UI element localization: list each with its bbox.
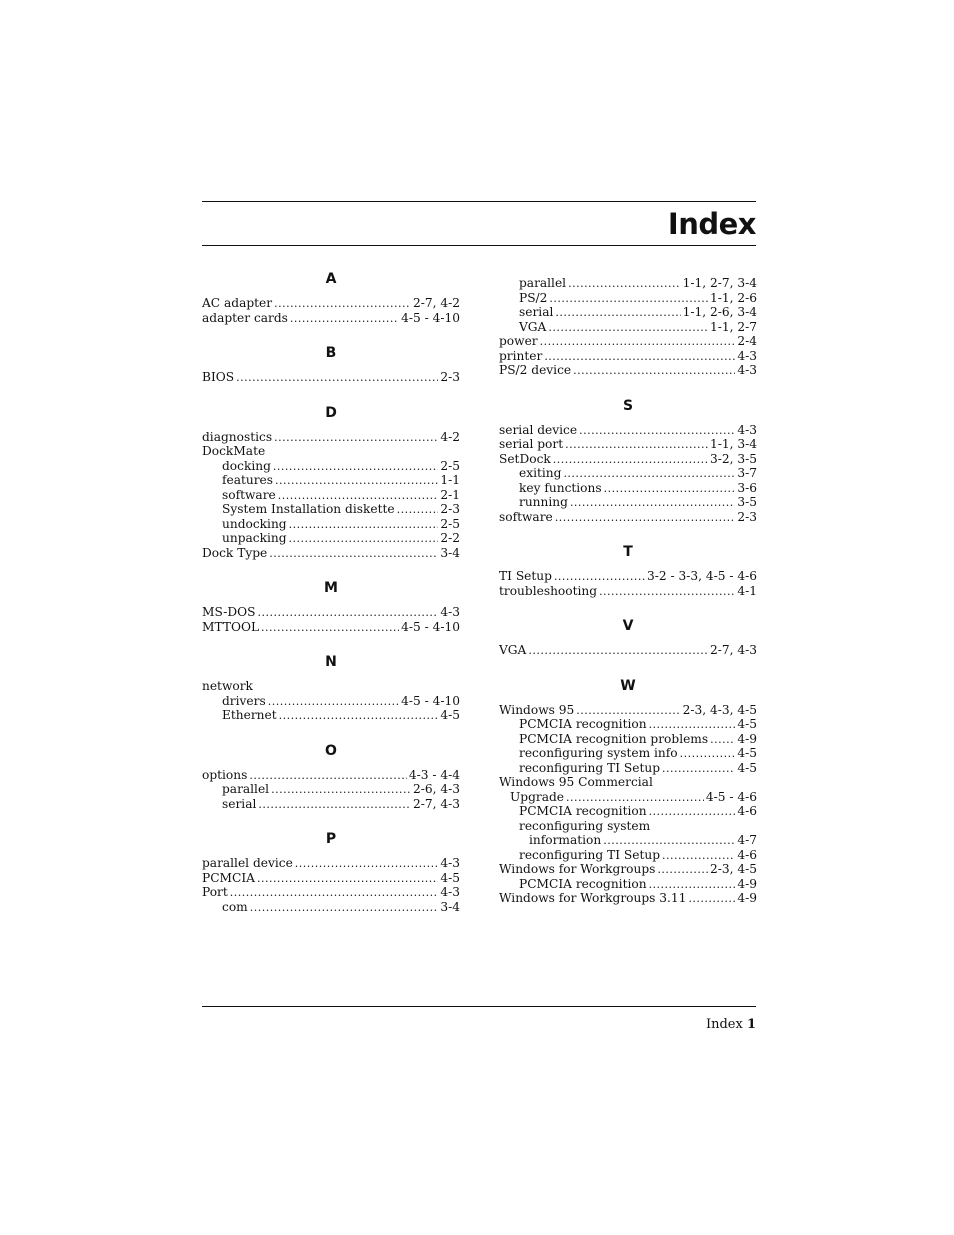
entry-pages: 4-9 [737, 891, 757, 905]
index-entry [499, 703, 757, 718]
section-letter: B [325, 345, 337, 361]
section-letter: V [622, 618, 634, 634]
header-rule-top [202, 201, 756, 202]
index-section [202, 400, 460, 576]
dot-leader [657, 863, 708, 878]
entry-term: Windows for Workgroups 3.11 [499, 891, 687, 905]
entry-term: Windows for Workgroups [499, 862, 656, 876]
entry-term: TI Setup [499, 569, 552, 583]
dot-leader [548, 321, 708, 336]
index-entry [499, 363, 757, 378]
index-entry [499, 320, 757, 335]
entry-term: undocking [222, 516, 287, 531]
index-section [499, 276, 757, 393]
entry-term: DockMate [202, 444, 266, 458]
index-section [202, 575, 460, 649]
entry-pages: 2-3, 4-3, 4-5 [682, 702, 757, 717]
entry-pages: 4-3 [440, 885, 460, 899]
index-entry [202, 459, 460, 474]
entry-pages: 2-1 [440, 487, 460, 502]
dot-leader [553, 453, 708, 468]
entry-pages: 4-3 [440, 605, 460, 619]
entry-pages: 1-1, 3-4 [709, 437, 757, 451]
entry-term: parallel [519, 276, 567, 290]
dot-leader [290, 312, 399, 327]
dot-leader [271, 783, 411, 798]
section-letter: P [325, 831, 337, 847]
section-letter: T [623, 544, 633, 560]
entry-term: serial port [499, 437, 564, 451]
index-entry [202, 620, 460, 635]
dot-leader [258, 606, 439, 621]
index-section [202, 649, 460, 738]
entry-pages: 2-5 [440, 516, 460, 531]
index-section [202, 266, 460, 340]
entry-term: parallel [222, 782, 270, 796]
section-spacer [499, 906, 757, 921]
entry-term: information [529, 833, 602, 847]
entry-term: adapter cards [202, 310, 288, 325]
page-number: 1 [746, 1017, 756, 1032]
entry-pages: 3-6 [737, 480, 757, 495]
dot-leader [576, 704, 680, 719]
entry-pages: 1-1 [440, 473, 460, 487]
header-rule-bottom [202, 245, 756, 246]
index-entry [202, 296, 460, 311]
footer-rule [202, 1006, 756, 1007]
index-entry [499, 877, 757, 892]
entry-term: VGA [499, 643, 527, 657]
index-entry [499, 643, 757, 658]
section-spacer [202, 560, 460, 575]
entry-pages: 4-9 [737, 731, 757, 746]
entry-pages: 1-1, 2-6, 3-4 [682, 305, 757, 319]
dot-leader [250, 901, 439, 916]
dot-leader [688, 892, 735, 907]
dot-leader [555, 306, 680, 321]
dot-leader [549, 292, 708, 307]
entry-pages: 2-7, 4-3 [709, 643, 757, 657]
dot-leader [710, 733, 735, 748]
entry-term: serial [519, 305, 554, 319]
index-entry [499, 452, 757, 467]
entry-term: key functions [519, 480, 602, 495]
section-spacer [499, 524, 757, 539]
dot-leader [279, 709, 439, 724]
dot-leader [528, 644, 708, 659]
entry-term: Dock Type [202, 545, 268, 560]
entry-pages: 4-5 - 4-10 [401, 619, 460, 634]
dot-leader [268, 695, 399, 710]
entry-pages: 4-5 [737, 760, 757, 775]
dot-leader [568, 277, 681, 292]
index-entry [499, 891, 757, 906]
entry-term: printer [499, 348, 543, 363]
entry-term: parallel device [202, 856, 293, 870]
entry-term: unpacking [222, 531, 287, 545]
entry-term: Windows 95 [499, 702, 575, 717]
entry-term: serial device [499, 422, 578, 437]
index-column-right [499, 266, 757, 921]
dot-leader [579, 424, 735, 439]
index-entry [202, 473, 460, 488]
section-spacer [499, 378, 757, 393]
index-entry [499, 291, 757, 306]
section-spacer [202, 723, 460, 738]
entry-term: Windows 95 Commercial [499, 775, 653, 789]
entry-pages: 4-6 [737, 847, 757, 862]
entry-term: options [202, 767, 248, 782]
entry-pages: 2-7, 4-2 [412, 296, 460, 310]
index-entry [499, 437, 757, 452]
index-section [499, 539, 757, 613]
dot-leader [278, 489, 439, 504]
index-entry [202, 517, 460, 532]
index-entry [202, 856, 460, 871]
entry-term: network [202, 679, 253, 693]
dot-leader [680, 747, 736, 762]
index-entry [499, 510, 757, 525]
dot-leader [397, 503, 439, 518]
index-column-left [202, 266, 460, 929]
index-entry [499, 481, 757, 496]
index-entry [202, 708, 460, 723]
index-entry [202, 679, 460, 694]
section-letter: N [325, 654, 337, 670]
entry-pages: 4-1 [737, 583, 757, 598]
dot-leader [249, 769, 406, 784]
entry-pages: 2-2 [440, 531, 460, 545]
section-letter: D [325, 404, 337, 421]
entry-term: troubleshooting [499, 583, 598, 598]
dot-leader [565, 438, 708, 453]
entry-term: PCMCIA [202, 870, 255, 885]
dot-leader [566, 791, 704, 806]
index-entry [202, 488, 460, 503]
entry-term: PCMCIA recognition [519, 717, 647, 731]
entry-term: PS/2 [519, 290, 548, 305]
section-letter: O [325, 742, 337, 759]
dot-leader [555, 511, 736, 526]
entry-pages: 4-5 - 4-10 [401, 693, 460, 708]
section-spacer [202, 385, 460, 400]
index-entry [499, 495, 757, 510]
entry-term: System Installation diskette [222, 502, 395, 516]
entry-term: PCMCIA recognition [519, 804, 647, 818]
page-title: Index [667, 207, 756, 241]
index-entry [499, 790, 757, 805]
index-entry [202, 531, 460, 546]
dot-leader [257, 872, 438, 887]
section-letter: W [620, 677, 636, 694]
entry-term: Ethernet [222, 708, 277, 722]
entry-term: reconfiguring TI Setup [519, 847, 661, 862]
dot-leader [662, 849, 735, 864]
entry-term: SetDock [499, 451, 551, 466]
entry-term: reconfiguring TI Setup [519, 760, 661, 775]
index-entry [202, 444, 460, 459]
footer-label: Index [705, 1017, 743, 1032]
entry-pages: 2-6, 4-3 [412, 782, 460, 796]
entry-term: diagnostics [202, 429, 273, 444]
index-entry [499, 833, 757, 848]
index-entry [499, 804, 757, 819]
index-entry [499, 276, 757, 291]
entry-pages: 2-4 [737, 334, 757, 348]
dot-leader [269, 547, 438, 562]
index-entry [499, 819, 757, 834]
index-section [202, 826, 460, 929]
entry-term: serial [222, 796, 257, 811]
entry-term: docking [222, 458, 271, 473]
index-section [202, 340, 460, 400]
entry-pages: 1-1, 2-7 [709, 319, 757, 334]
page-footer [706, 1017, 756, 1032]
index-entry [202, 430, 460, 445]
entry-pages: 2-7, 4-3 [412, 796, 460, 811]
section-letter: M [324, 580, 338, 596]
entry-term: PCMCIA recognition [519, 876, 647, 891]
index-entry [202, 605, 460, 620]
section-spacer [202, 634, 460, 649]
entry-pages: 4-5 [440, 708, 460, 722]
entry-term: reconfiguring system [519, 818, 651, 833]
index-entry [499, 584, 757, 599]
entry-pages: 3-4 [440, 899, 460, 914]
entry-term: power [499, 334, 538, 348]
dot-leader [274, 297, 411, 312]
entry-term: MTTOOL [202, 619, 260, 634]
entry-pages: 4-5 [737, 746, 757, 760]
entry-term: software [222, 487, 276, 502]
entry-pages: 4-5 [737, 717, 757, 731]
entry-term: MS-DOS [202, 605, 256, 619]
section-spacer [202, 325, 460, 340]
dot-leader [295, 857, 439, 872]
index-entry [499, 717, 757, 732]
index-entry [499, 349, 757, 364]
index-entry [202, 694, 460, 709]
dot-leader [261, 621, 399, 636]
dot-leader [604, 482, 736, 497]
entry-term: reconfiguring system info [519, 746, 678, 760]
entry-pages: 3-5 [737, 495, 757, 509]
entry-term: features [222, 473, 274, 487]
entry-term: exiting [519, 466, 562, 480]
index-entry [499, 862, 757, 877]
section-letter: A [325, 271, 337, 287]
index-entry [499, 732, 757, 747]
index-entry [202, 768, 460, 783]
section-spacer [499, 658, 757, 673]
index-entry [202, 797, 460, 812]
index-section [202, 738, 460, 827]
entry-pages: 2-3 [440, 370, 460, 384]
entry-pages: 4-6 [737, 804, 757, 818]
entry-term: com [222, 899, 248, 914]
dot-leader [554, 570, 645, 585]
index-entry [202, 900, 460, 915]
index-entry [499, 423, 757, 438]
entry-pages: 4-5 - 4-10 [401, 310, 460, 325]
index-section [499, 613, 757, 673]
entry-term: PCMCIA recognition problems [519, 731, 709, 746]
index-entry [499, 775, 757, 790]
entry-pages: 3-2 - 3-3, 4-5 - 4-6 [647, 569, 757, 583]
entry-pages: 1-1, 2-6 [709, 290, 757, 305]
index-entry [499, 466, 757, 481]
index-entry [499, 334, 757, 349]
dot-leader [649, 718, 736, 733]
index-entry [202, 370, 460, 385]
dot-leader [273, 460, 438, 475]
dot-leader [289, 532, 439, 547]
dot-leader [258, 798, 411, 813]
dot-leader [570, 496, 735, 511]
entry-term: Upgrade [510, 789, 564, 804]
index-entry [202, 546, 460, 561]
index-entry [202, 311, 460, 326]
entry-pages: 2-3, 4-5 [709, 862, 757, 876]
section-spacer [202, 914, 460, 929]
index-entry [202, 502, 460, 517]
entry-pages: 4-5 [440, 870, 460, 885]
dot-leader [603, 834, 735, 849]
entry-term: software [499, 509, 553, 524]
section-letter: S [622, 397, 634, 414]
index-entry [499, 569, 757, 584]
entry-pages: 4-2 [440, 429, 460, 444]
index-entry [202, 885, 460, 900]
entry-pages: 4-7 [737, 833, 757, 847]
entry-pages: 4-9 [737, 876, 757, 891]
dot-leader [563, 467, 735, 482]
section-spacer [499, 598, 757, 613]
entry-term: Port [202, 885, 228, 899]
entry-pages: 4-3 [440, 856, 460, 870]
entry-term: PS/2 device [499, 363, 572, 377]
index-entry [202, 782, 460, 797]
entry-pages: 4-3 [737, 348, 757, 363]
entry-pages: 4-3 [737, 422, 757, 437]
dot-leader [275, 474, 438, 489]
entry-pages: 3-2, 3-5 [709, 451, 757, 466]
entry-pages: 1-1, 2-7, 3-4 [682, 276, 757, 290]
entry-pages: 3-7 [737, 466, 757, 480]
dot-leader [649, 878, 736, 893]
entry-pages: 2-3 [737, 509, 757, 524]
dot-leader [573, 364, 735, 379]
index-entry [202, 871, 460, 886]
index-section [499, 393, 757, 540]
entry-pages: 2-5 [440, 458, 460, 473]
index-entry [499, 761, 757, 776]
entry-term: drivers [222, 693, 266, 708]
index-entry [499, 305, 757, 320]
dot-leader [599, 585, 735, 600]
entry-term: running [519, 495, 568, 509]
index-entry [499, 746, 757, 761]
dot-leader [230, 886, 439, 901]
entry-pages: 3-4 [440, 545, 460, 560]
index-section [499, 673, 757, 921]
dot-leader [274, 431, 438, 446]
entry-pages: 4-3 [737, 363, 757, 377]
dot-leader [662, 762, 735, 777]
section-spacer [202, 811, 460, 826]
dot-leader [289, 518, 439, 533]
dot-leader [544, 350, 735, 365]
entry-pages: 2-3 [440, 502, 460, 516]
dot-leader [236, 371, 438, 386]
entry-pages: 4-3 - 4-4 [408, 767, 460, 782]
entry-term: BIOS [202, 370, 235, 384]
entry-term: VGA [519, 319, 547, 334]
dot-leader [649, 805, 736, 820]
index-entry [499, 848, 757, 863]
entry-pages: 4-5 - 4-6 [705, 789, 757, 804]
dot-leader [540, 335, 736, 350]
entry-term: AC adapter [202, 296, 273, 310]
